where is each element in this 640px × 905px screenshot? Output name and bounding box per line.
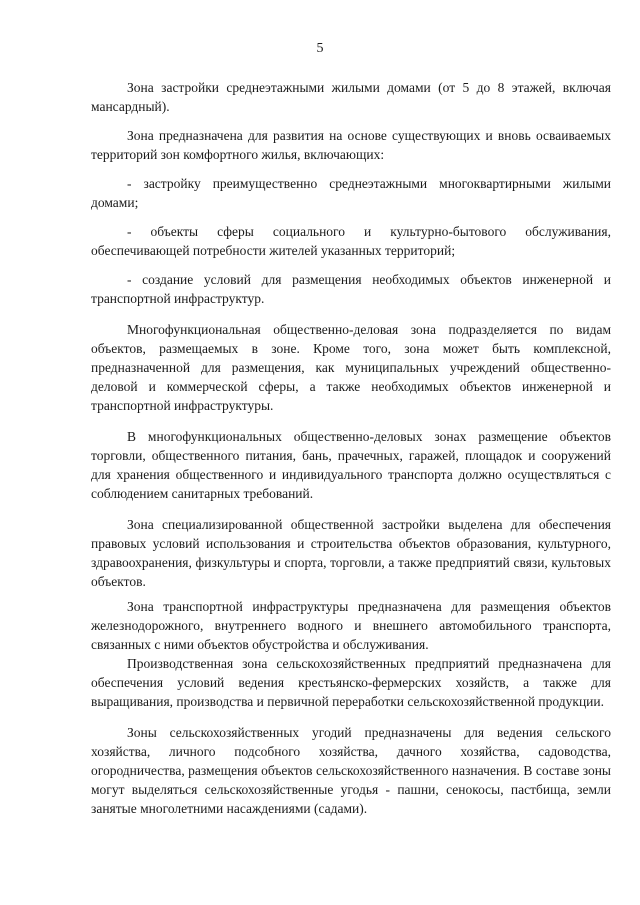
document-body (91, 78, 611, 818)
paragraph-agricultural-lands: Зоны сельскохозяйственных угодий предназначены для ведения сельского хозяйства, личного подсобного хозяйства, дачного хозяйства, садоводства, огородничества, размещения объектов сельскохозяйственного назначения. В составе зоны могут выделяться сельскохозяйственные угодья - пашни, сенокосы, пастбища, земли занятые многолетними насаждениями (садами). (91, 725, 611, 816)
paragraph-transport-zone: Зона транспортной инфраструктуры предназначена для размещения объектов железнодорожного, внутреннего водного и внешнего автомобильного транспорта, связанных с ними объектов обустройства и обслуживания. (91, 599, 611, 652)
paragraph-specialized-zone: Зона специализированной общественной застройки выделена для обеспечения правовых условий использования и строительства объектов образования, культурного, здравоохранения, физкультуры и спорта, торговли, а также предприятий связи, культовых объектов. (91, 517, 611, 589)
page-number: 5 (316, 41, 324, 56)
list-item-infrastructure: - создание условий для размещения необходимых объектов инженерной и транспортной инфраструктур. (91, 272, 611, 306)
paragraph-zone-purpose: Зона предназначена для развития на основе существующих и вновь осваиваемых территорий зон комфортного жилья, включающих: (91, 128, 611, 162)
paragraph-zone-mid-rise: Зона застройки среднеэтажными жилыми домами (от 5 до 8 этажей, включая мансардный). (91, 80, 611, 114)
paragraph-multifunctional-zone: Многофункциональная общественно-деловая зона подразделяется по видам объектов, размещаемых в зоне. Кроме того, зона может быть комплексной, предназначенной для размещения, как муниципальных учреждений общественно-деловой и коммерческой сферы, а также необходимых объектов инженерной и транспортной инфраструктуры. (91, 322, 611, 413)
paragraph-multifunctional-placement: В многофункциональных общественно-деловых зонах размещение объектов торговли, общественного питания, бань, прачечных, гаражей, площадок и сооружений для хранения общественного и индивидуального транспорта должно осуществляться с соблюдением санитарных требований. (91, 429, 611, 501)
list-item-mid-rise-development: - застройку преимущественно среднеэтажными многоквартирными жилыми домами; (91, 176, 611, 210)
paragraph-agricultural-enterprises: Производственная зона сельскохозяйственных предприятий предназначена для обеспечения условий ведения крестьянско-фермерских хозяйств, а также для выращивания, производства и первичной переработки сельскохозяйственной продукции. (91, 656, 611, 709)
list-item-social-services: - объекты сферы социального и культурно-бытового обслуживания, обеспечивающей потребности жителей указанных территорий; (91, 224, 611, 258)
